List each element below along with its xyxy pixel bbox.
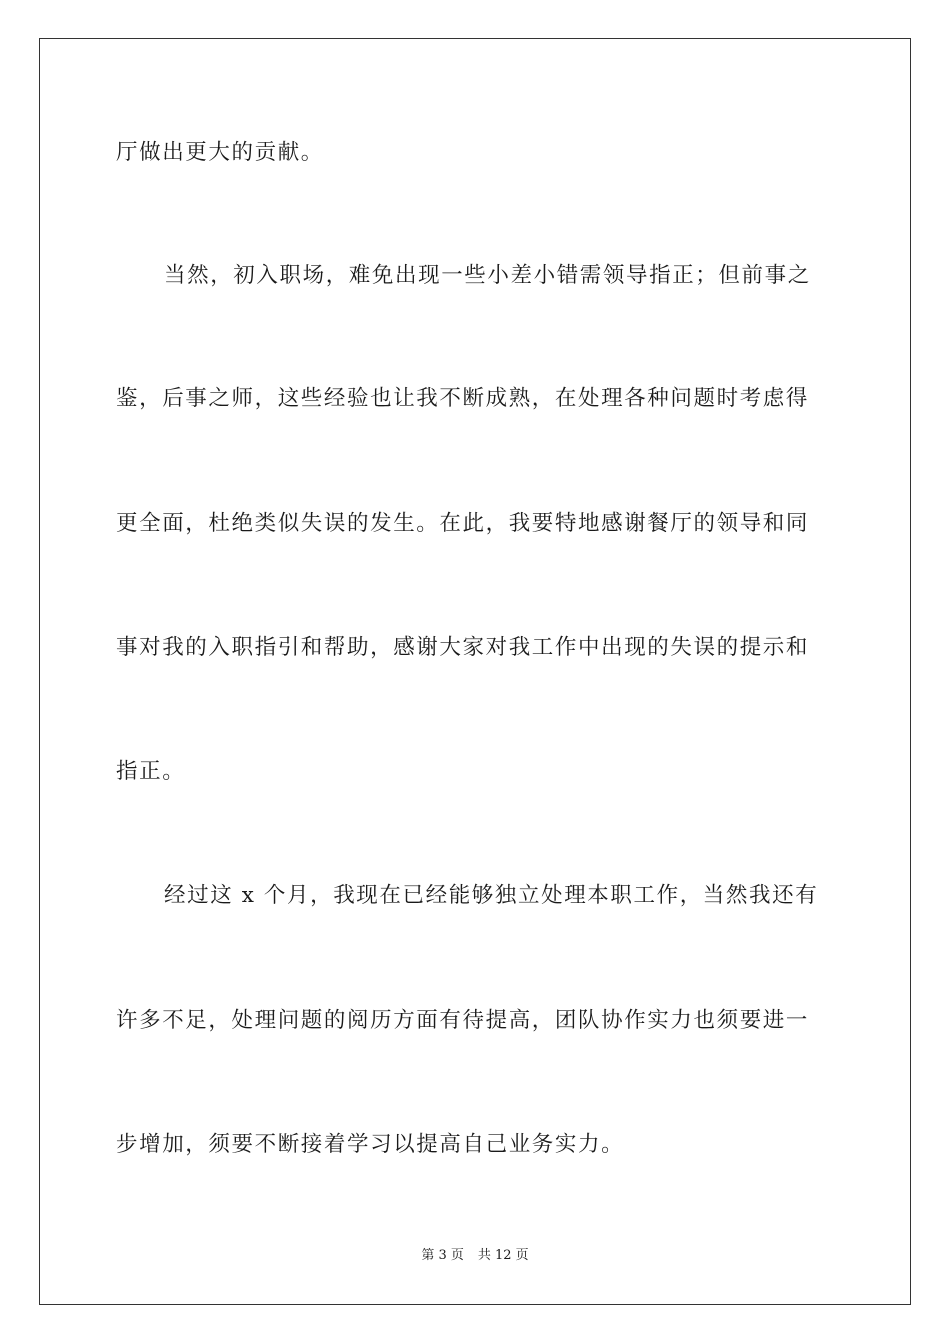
- text-line-4: 更全面，杜绝类似失误的发生。在此，我要特地感谢餐厅的领导和同: [116, 511, 810, 536]
- text-line-2: 当然，初入职场，难免出现一些小差小错需领导指正；但前事之: [164, 263, 811, 288]
- page-number: 第 3 页: [421, 1248, 464, 1263]
- page-total: 共 12 页: [477, 1248, 529, 1263]
- page-footer: [0, 1247, 950, 1265]
- text-line-9: 步增加，须要不断接着学习以提高自己业务实力。: [116, 1132, 625, 1157]
- text-line-5: 事对我的入职指引和帮助，感谢大家对我工作中出现的失误的提示和: [116, 635, 810, 660]
- text-line-1: 厅做出更大的贡献。: [116, 140, 324, 165]
- text-line-7: 经过这 x 个月，我现在已经能够独立处理本职工作，当然我还有: [164, 883, 819, 908]
- text-line-3: 鉴，后事之师，这些经验也让我不断成熟，在处理各种问题时考虑得: [116, 386, 810, 411]
- text-line-8: 许多不足，处理问题的阅历方面有待提高，团队协作实力也须要进一: [116, 1008, 810, 1033]
- text-line-6: 指正。: [116, 759, 186, 784]
- page-border: [39, 38, 911, 1305]
